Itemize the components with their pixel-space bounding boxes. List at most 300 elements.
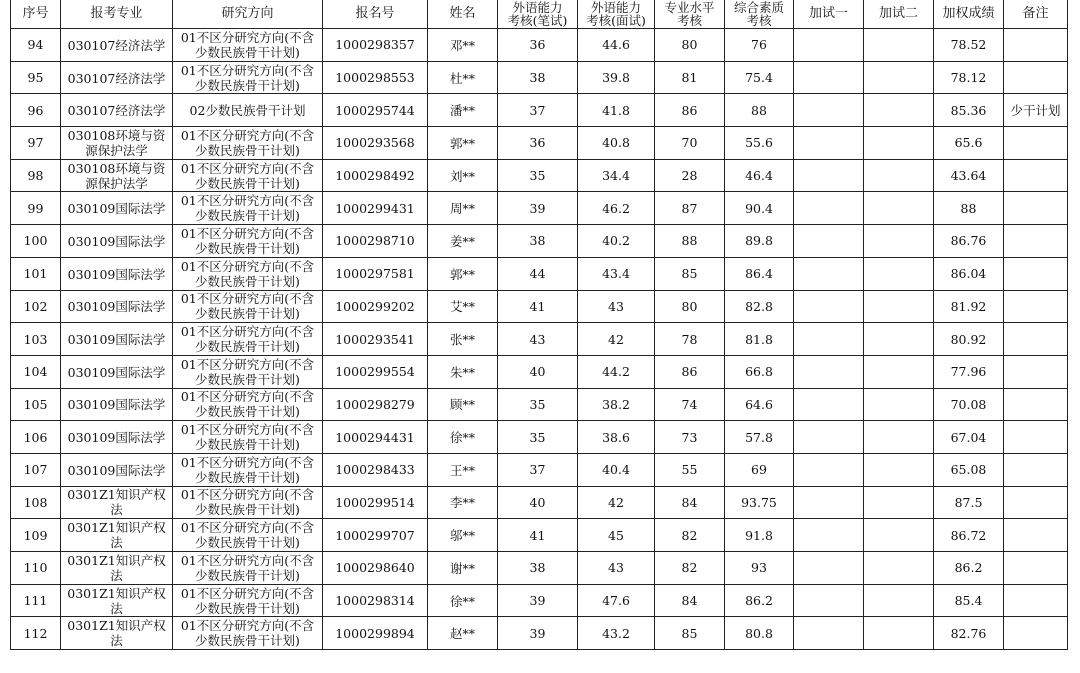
cell-direction-line: 01不区分研究方向(不含 [180,422,315,438]
cell-extra1 [794,552,864,585]
cell-comprehensive: 46.4 [725,159,794,192]
cell-comprehensive: 57.8 [725,421,794,454]
cell-remark [1004,323,1068,356]
cell-seq: 110 [11,552,61,585]
table-row [11,192,1068,225]
header-foreign-written [498,0,578,29]
cell-extra1 [794,29,864,62]
cell-foreign-interview: 43 [578,290,655,323]
cell-seq: 102 [11,290,61,323]
cell-seq: 98 [11,159,61,192]
cell-extra2 [864,355,934,388]
cell-foreign-written: 36 [498,127,578,160]
cell-major-line: 源保护法学 [85,142,148,158]
cell-weighted: 78.12 [934,61,1004,94]
cell-direction-line: 01不区分研究方向(不含 [180,487,315,503]
cell-major: 030109国际法学 [61,225,173,258]
cell-major: 030109国际法学 [61,388,173,421]
header-professional [655,0,725,29]
cell-extra1 [794,453,864,486]
cell-professional: 86 [655,94,725,127]
cell-foreign-interview: 47.6 [578,584,655,617]
cell-weighted: 87.5 [934,486,1004,519]
cell-direction [173,584,323,617]
cell-weighted: 86.76 [934,225,1004,258]
cell-extra2 [864,192,934,225]
table-row [11,355,1068,388]
cell-extra1 [794,290,864,323]
table-row [11,29,1068,62]
cell-name: 郭** [428,127,498,160]
header-professional-line2: 考核 [676,13,702,28]
cell-major-line: 0301Z1知识产权 [67,618,166,634]
cell-major: 030107经济法学 [61,29,173,62]
cell-name: 徐** [428,421,498,454]
cell-major [61,486,173,519]
cell-direction-line: 少数民族骨干计划) [195,567,300,583]
cell-direction-line: 01不区分研究方向(不含 [180,585,315,601]
table-row [11,617,1068,650]
cell-major: 030109国际法学 [61,257,173,290]
header-remark: 备注 [1004,0,1068,29]
cell-extra2 [864,159,934,192]
cell-remark [1004,552,1068,585]
table-row [11,388,1068,421]
cell-weighted: 85.36 [934,94,1004,127]
cell-seq: 112 [11,617,61,650]
cell-extra1 [794,355,864,388]
cell-extra2 [864,617,934,650]
cell-major-line: 法 [110,502,123,518]
cell-direction-line: 01不区分研究方向(不含 [180,454,315,470]
cell-direction [173,159,323,192]
cell-major-line: 法 [110,633,123,649]
cell-direction-line: 少数民族骨干计划) [195,633,300,649]
cell-foreign-written: 41 [498,519,578,552]
cell-major: 030109国际法学 [61,355,173,388]
cell-comprehensive: 69 [725,453,794,486]
cell-reg-no: 1000298640 [323,552,428,585]
cell-major-line: 源保护法学 [85,175,148,191]
cell-direction-line: 少数民族骨干计划) [195,208,300,224]
cell-comprehensive: 66.8 [725,355,794,388]
cell-direction-line: 少数民族骨干计划) [195,469,300,485]
cell-foreign-interview: 44.6 [578,29,655,62]
cell-seq: 108 [11,486,61,519]
cell-professional: 84 [655,486,725,519]
cell-comprehensive: 90.4 [725,192,794,225]
header-comprehensive [725,0,794,29]
cell-direction [173,257,323,290]
cell-weighted: 43.64 [934,159,1004,192]
cell-direction-line: 少数民族骨干计划) [195,404,300,420]
cell-name: 姜** [428,225,498,258]
table-row [11,323,1068,356]
cell-reg-no: 1000298357 [323,29,428,62]
cell-name: 杜** [428,61,498,94]
cell-direction-line: 01不区分研究方向(不含 [180,258,315,274]
cell-direction-line: 少数民族骨干计划) [195,600,300,616]
cell-major: 030107经济法学 [61,94,173,127]
cell-remark [1004,127,1068,160]
cell-major-line: 法 [110,600,123,616]
header-comprehensive-line2: 考核 [746,13,772,28]
cell-name: 周** [428,192,498,225]
cell-direction-line: 01不区分研究方向(不含 [180,291,315,307]
cell-major [61,552,173,585]
cell-direction [173,127,323,160]
cell-remark [1004,453,1068,486]
cell-foreign-written: 35 [498,388,578,421]
cell-extra2 [864,127,934,160]
cell-foreign-interview: 42 [578,323,655,356]
cell-direction-line: 01不区分研究方向(不含 [180,160,315,176]
cell-reg-no: 1000297581 [323,257,428,290]
cell-foreign-written: 38 [498,552,578,585]
cell-direction [173,421,323,454]
cell-major-line: 法 [110,567,123,583]
cell-extra1 [794,323,864,356]
cell-seq: 94 [11,29,61,62]
cell-direction-line: 少数民族骨干计划) [195,44,300,60]
cell-comprehensive: 81.8 [725,323,794,356]
cell-reg-no: 1000299894 [323,617,428,650]
cell-name: 刘** [428,159,498,192]
cell-direction [173,519,323,552]
cell-extra2 [864,29,934,62]
cell-weighted: 78.52 [934,29,1004,62]
cell-major-line: 030108环境与资 [67,160,166,176]
cell-seq: 99 [11,192,61,225]
cell-major: 030109国际法学 [61,421,173,454]
header-major: 报考专业 [61,0,173,29]
cell-direction-line: 01不区分研究方向(不含 [180,618,315,634]
cell-reg-no: 1000298433 [323,453,428,486]
cell-foreign-interview: 40.8 [578,127,655,160]
cell-reg-no: 1000299431 [323,192,428,225]
cell-seq: 103 [11,323,61,356]
cell-foreign-written: 40 [498,355,578,388]
cell-major: 030107经济法学 [61,61,173,94]
cell-professional: 82 [655,519,725,552]
cell-seq: 97 [11,127,61,160]
table-row [11,127,1068,160]
cell-reg-no: 1000299514 [323,486,428,519]
cell-direction-line: 01不区分研究方向(不含 [180,193,315,209]
cell-foreign-interview: 40.2 [578,225,655,258]
cell-foreign-interview: 34.4 [578,159,655,192]
cell-name: 张** [428,323,498,356]
header-foreign-interview [578,0,655,29]
cell-direction-line: 01不区分研究方向(不含 [180,29,315,45]
cell-extra2 [864,421,934,454]
header-seq: 序号 [11,0,61,29]
cell-extra2 [864,453,934,486]
cell-extra2 [864,323,934,356]
cell-reg-no: 1000298314 [323,584,428,617]
cell-name: 朱** [428,355,498,388]
cell-major [61,617,173,650]
cell-foreign-interview: 41.8 [578,94,655,127]
cell-weighted: 65.08 [934,453,1004,486]
score-sheet [10,0,1068,650]
cell-remark [1004,225,1068,258]
table-row [11,453,1068,486]
cell-foreign-interview: 39.8 [578,61,655,94]
cell-seq: 100 [11,225,61,258]
header-professional-line1: 专业水平 [664,0,715,15]
cell-extra2 [864,94,934,127]
cell-extra1 [794,257,864,290]
cell-seq: 96 [11,94,61,127]
cell-name: 艾** [428,290,498,323]
cell-name: 郭** [428,257,498,290]
cell-professional: 86 [655,355,725,388]
cell-remark [1004,519,1068,552]
cell-seq: 111 [11,584,61,617]
table-row [11,61,1068,94]
cell-foreign-written: 43 [498,323,578,356]
cell-direction-line: 01不区分研究方向(不含 [180,356,315,372]
cell-comprehensive: 76 [725,29,794,62]
cell-seq: 95 [11,61,61,94]
cell-direction [173,486,323,519]
cell-direction [173,617,323,650]
cell-professional: 82 [655,552,725,585]
cell-extra1 [794,61,864,94]
cell-major [61,584,173,617]
cell-direction-line: 少数民族骨干计划) [195,502,300,518]
cell-weighted: 81.92 [934,290,1004,323]
cell-extra1 [794,486,864,519]
header-extra2: 加试二 [864,0,934,29]
cell-remark [1004,355,1068,388]
header-foreign-written-line2: 考核(笔试) [507,13,568,28]
cell-direction [173,225,323,258]
cell-major [61,519,173,552]
table-row [11,421,1068,454]
cell-professional: 88 [655,225,725,258]
cell-reg-no: 1000298710 [323,225,428,258]
cell-direction [173,552,323,585]
cell-professional: 74 [655,388,725,421]
cell-professional: 81 [655,61,725,94]
cell-name: 徐** [428,584,498,617]
cell-name: 邓** [428,29,498,62]
cell-reg-no: 1000299202 [323,290,428,323]
cell-extra2 [864,486,934,519]
cell-seq: 104 [11,355,61,388]
cell-major: 030109国际法学 [61,290,173,323]
header-foreign-interview-line1: 外语能力 [590,0,641,15]
cell-name: 潘** [428,94,498,127]
cell-professional: 73 [655,421,725,454]
cell-direction-line: 01不区分研究方向(不含 [180,127,315,143]
cell-name: 李** [428,486,498,519]
cell-direction-line: 少数民族骨干计划) [195,339,300,355]
cell-foreign-written: 38 [498,61,578,94]
cell-name: 顾** [428,388,498,421]
header-foreign-interview-line2: 考核(面试) [586,13,646,28]
cell-extra1 [794,94,864,127]
cell-weighted: 86.04 [934,257,1004,290]
cell-major-line: 0301Z1知识产权 [67,585,166,601]
cell-comprehensive: 86.2 [725,584,794,617]
cell-direction-line: 少数民族骨干计划) [195,273,300,289]
table-row [11,486,1068,519]
header-row [11,0,1068,29]
cell-direction-line: 少数民族骨干计划) [195,175,300,191]
cell-comprehensive: 55.6 [725,127,794,160]
cell-weighted: 88 [934,192,1004,225]
cell-direction-line: 01不区分研究方向(不含 [180,520,315,536]
cell-remark [1004,388,1068,421]
cell-direction [173,61,323,94]
cell-weighted: 67.04 [934,421,1004,454]
cell-foreign-written: 40 [498,486,578,519]
cell-remark [1004,584,1068,617]
cell-foreign-interview: 44.2 [578,355,655,388]
header-name: 姓名 [428,0,498,29]
cell-remark [1004,421,1068,454]
header-reg-no: 报名号 [323,0,428,29]
cell-comprehensive: 93 [725,552,794,585]
cell-foreign-written: 39 [498,617,578,650]
cell-foreign-written: 44 [498,257,578,290]
cell-weighted: 82.76 [934,617,1004,650]
cell-weighted: 86.72 [934,519,1004,552]
cell-remark [1004,257,1068,290]
cell-seq: 101 [11,257,61,290]
cell-foreign-written: 41 [498,290,578,323]
cell-foreign-written: 38 [498,225,578,258]
table-body [11,29,1068,650]
cell-extra1 [794,192,864,225]
cell-comprehensive: 80.8 [725,617,794,650]
cell-direction-line: 01不区分研究方向(不含 [180,62,315,78]
cell-direction [173,29,323,62]
cell-reg-no: 1000298492 [323,159,428,192]
cell-name: 谢** [428,552,498,585]
cell-extra1 [794,127,864,160]
cell-major-line: 0301Z1知识产权 [67,520,166,536]
cell-extra2 [864,388,934,421]
cell-major-line: 0301Z1知识产权 [67,552,166,568]
cell-extra1 [794,388,864,421]
header-direction: 研究方向 [173,0,323,29]
cell-extra1 [794,225,864,258]
header-foreign-written-line1: 外语能力 [512,0,563,15]
cell-remark [1004,290,1068,323]
cell-reg-no: 1000293568 [323,127,428,160]
cell-foreign-written: 35 [498,421,578,454]
cell-major-line: 0301Z1知识产权 [67,487,166,503]
cell-direction [173,323,323,356]
cell-extra1 [794,421,864,454]
cell-comprehensive: 91.8 [725,519,794,552]
cell-direction [173,290,323,323]
cell-major: 030109国际法学 [61,192,173,225]
cell-major: 030109国际法学 [61,323,173,356]
cell-foreign-written: 36 [498,29,578,62]
cell-extra1 [794,159,864,192]
cell-foreign-interview: 46.2 [578,192,655,225]
cell-direction-line: 少数民族骨干计划) [195,535,300,551]
cell-extra2 [864,225,934,258]
cell-direction-line: 01不区分研究方向(不含 [180,552,315,568]
cell-extra2 [864,552,934,585]
cell-seq: 109 [11,519,61,552]
cell-reg-no: 1000295744 [323,94,428,127]
cell-direction [173,192,323,225]
cell-remark [1004,617,1068,650]
cell-reg-no: 1000299554 [323,355,428,388]
table-row [11,94,1068,127]
cell-professional: 70 [655,127,725,160]
cell-remark [1004,159,1068,192]
cell-remark [1004,61,1068,94]
cell-extra2 [864,584,934,617]
cell-reg-no: 1000298279 [323,388,428,421]
cell-direction [173,355,323,388]
cell-professional: 84 [655,584,725,617]
cell-extra2 [864,257,934,290]
cell-foreign-interview: 38.6 [578,421,655,454]
cell-seq: 107 [11,453,61,486]
cell-reg-no: 1000293541 [323,323,428,356]
cell-remark [1004,486,1068,519]
cell-foreign-written: 37 [498,94,578,127]
cell-professional: 85 [655,257,725,290]
cell-professional: 28 [655,159,725,192]
cell-extra2 [864,61,934,94]
cell-name: 王** [428,453,498,486]
cell-direction: 02少数民族骨干计划 [173,94,323,127]
header-weighted: 加权成绩 [934,0,1004,29]
cell-extra2 [864,519,934,552]
score-table [10,0,1068,650]
cell-direction-line: 少数民族骨干计划) [195,77,300,93]
cell-remark [1004,29,1068,62]
cell-major-line: 030108环境与资 [67,127,166,143]
cell-comprehensive: 86.4 [725,257,794,290]
table-row [11,552,1068,585]
cell-reg-no: 1000294431 [323,421,428,454]
cell-direction-line: 01不区分研究方向(不含 [180,389,315,405]
cell-direction [173,388,323,421]
cell-professional: 80 [655,29,725,62]
cell-weighted: 85.4 [934,584,1004,617]
cell-weighted: 80.92 [934,323,1004,356]
cell-direction-line: 01不区分研究方向(不含 [180,225,315,241]
header-extra1: 加试一 [794,0,864,29]
cell-foreign-interview: 43.4 [578,257,655,290]
cell-weighted: 77.96 [934,355,1004,388]
cell-comprehensive: 88 [725,94,794,127]
cell-foreign-interview: 45 [578,519,655,552]
table-row [11,257,1068,290]
table-row [11,290,1068,323]
cell-comprehensive: 75.4 [725,61,794,94]
cell-professional: 80 [655,290,725,323]
cell-extra2 [864,290,934,323]
cell-reg-no: 1000298553 [323,61,428,94]
cell-foreign-interview: 38.2 [578,388,655,421]
cell-weighted: 65.6 [934,127,1004,160]
cell-foreign-interview: 40.4 [578,453,655,486]
cell-foreign-interview: 43.2 [578,617,655,650]
cell-direction-line: 少数民族骨干计划) [195,240,300,256]
